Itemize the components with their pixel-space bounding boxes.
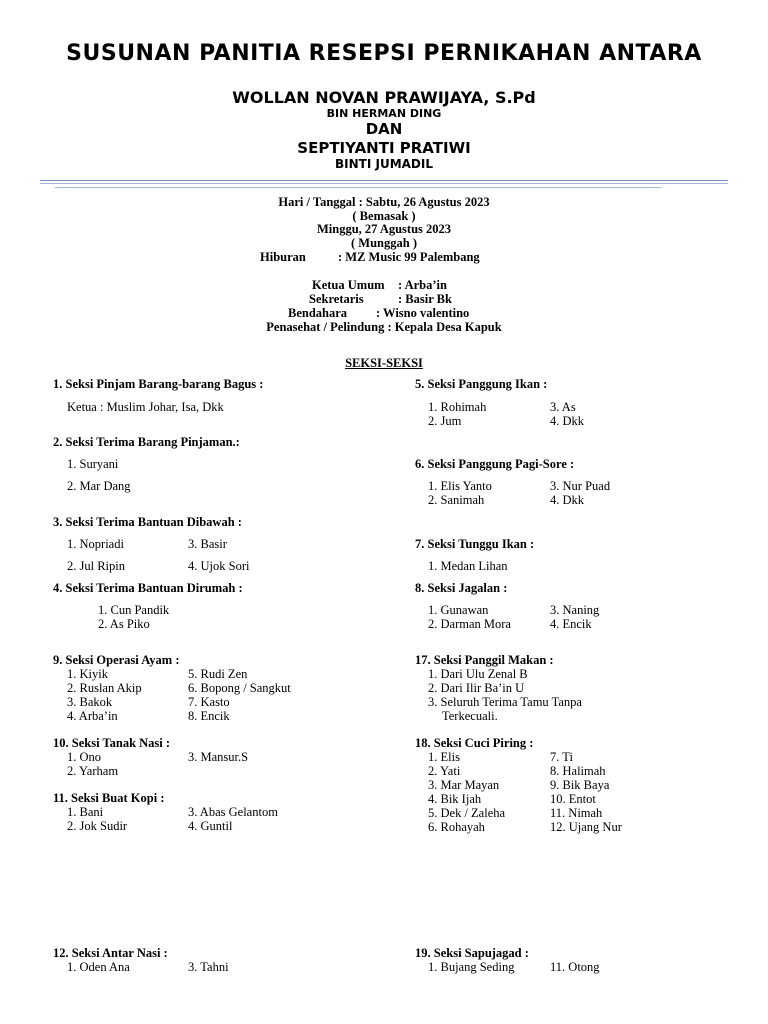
list-item: 3. Mansur.S bbox=[188, 750, 249, 764]
list-item: 1. Elis bbox=[428, 750, 460, 764]
hiburan-label: Hiburan bbox=[260, 250, 306, 264]
list-item: 2. Mar Dang bbox=[67, 479, 131, 493]
list-item: 1. Oden Ana bbox=[67, 960, 130, 974]
section-17-title: 17. Seksi Panggil Makan : bbox=[415, 653, 554, 667]
bride-father: BINTI JUMADIL bbox=[335, 157, 433, 171]
section-2-title: 2. Seksi Terima Barang Pinjaman.: bbox=[53, 435, 240, 449]
list-item: 2. As Piko bbox=[98, 617, 150, 631]
list-item: 9. Bik Baya bbox=[550, 778, 610, 792]
list-item: 3. Abas Gelantom bbox=[188, 805, 278, 819]
list-item: 2. Jok Sudir bbox=[67, 819, 128, 833]
list-item: 10. Entot bbox=[550, 792, 596, 806]
list-item: 3. Bakok bbox=[67, 695, 113, 709]
bride-name: SEPTIYANTI PRATIWI bbox=[297, 139, 471, 157]
list-item: 2. Yati bbox=[428, 764, 461, 778]
conjunction: DAN bbox=[365, 120, 403, 138]
list-item: 3. Nur Puad bbox=[550, 479, 611, 493]
list-item: 4. Bik Ijah bbox=[428, 792, 482, 806]
list-item: 1. Ono bbox=[67, 750, 102, 764]
bendahara-value: : Wisno valentino bbox=[376, 306, 470, 320]
list-item: 1. Nopriadi bbox=[67, 537, 124, 551]
list-item: 5. Dek / Zaleha bbox=[428, 806, 506, 820]
list-item: 1. Gunawan bbox=[428, 603, 489, 617]
section-1-line: Ketua : Muslim Johar, Isa, Dkk bbox=[67, 400, 224, 414]
list-item: 8. Encik bbox=[188, 709, 230, 723]
penasehat: Penasehat / Pelindung : Kepala Desa Kapuk bbox=[266, 320, 502, 334]
list-item: 1. Medan Lihan bbox=[428, 559, 508, 573]
list-item: 1. Dari Ulu Zenal B bbox=[428, 667, 528, 681]
list-item: 1. Elis Yanto bbox=[428, 479, 492, 493]
list-item: 1. Rohimah bbox=[428, 400, 487, 414]
list-item: 4. Guntil bbox=[188, 819, 233, 833]
list-item: 6. Rohayah bbox=[428, 820, 485, 834]
list-item: 3. Mar Mayan bbox=[428, 778, 500, 792]
divider-rule-top bbox=[40, 180, 728, 181]
list-item: 4. Encik bbox=[550, 617, 592, 631]
section-4-title: 4. Seksi Terima Bantuan Dirumah : bbox=[53, 581, 243, 595]
list-item: 2. Darman Mora bbox=[428, 617, 511, 631]
event-note-1: ( Bemasak ) bbox=[352, 209, 416, 223]
section-18-title: 18. Seksi Cuci Piring : bbox=[415, 736, 534, 750]
section-9-title: 9. Seksi Operasi Ayam : bbox=[53, 653, 180, 667]
list-item: 1. Suryani bbox=[67, 457, 119, 471]
list-item: 7. Ti bbox=[550, 750, 573, 764]
list-item: 3. Tahni bbox=[188, 960, 229, 974]
sekretaris-value: : Basir Bk bbox=[398, 292, 452, 306]
list-item: 3. Basir bbox=[188, 537, 227, 551]
list-item: 1. Bujang Seding bbox=[428, 960, 515, 974]
list-item: 2. Ruslan Akip bbox=[67, 681, 142, 695]
section-12-title: 12. Seksi Antar Nasi : bbox=[53, 946, 168, 960]
list-item: 4. Dkk bbox=[550, 493, 585, 507]
event-note-2: ( Munggah ) bbox=[351, 236, 417, 250]
groom-name: WOLLAN NOVAN PRAWIJAYA, S.Pd bbox=[232, 88, 536, 107]
ketua-label: Ketua Umum bbox=[312, 278, 385, 292]
list-item: 4. Dkk bbox=[550, 414, 585, 428]
list-item: 2. Jum bbox=[428, 414, 462, 428]
list-item: 7. Kasto bbox=[188, 695, 230, 709]
section-8-title: 8. Seksi Jagalan : bbox=[415, 581, 508, 595]
list-item: 3. Seluruh Terima Tamu Tanpa bbox=[428, 695, 582, 709]
list-item: 2. Dari Ilir Ba’in U bbox=[428, 681, 525, 695]
groom-father: BIN HERMAN DING bbox=[326, 107, 442, 120]
section-19-title: 19. Seksi Sapujagad : bbox=[415, 946, 529, 960]
sections-heading: SEKSI-SEKSI bbox=[345, 356, 423, 370]
list-item: 5. Rudi Zen bbox=[188, 667, 248, 681]
section-7-title: 7. Seksi Tunggu Ikan : bbox=[415, 537, 535, 551]
event-date-2: Minggu, 27 Agustus 2023 bbox=[316, 222, 452, 236]
section-10-title: 10. Seksi Tanak Nasi : bbox=[53, 736, 171, 750]
section-1-title: 1. Seksi Pinjam Barang-barang Bagus : bbox=[53, 377, 264, 391]
list-item: 1. Kiyik bbox=[67, 667, 108, 681]
section-11-title: 11. Seksi Buat Kopi : bbox=[53, 791, 165, 805]
list-item: 3. Naning bbox=[550, 603, 600, 617]
list-item: 2. Sanimah bbox=[428, 493, 485, 507]
section-5-title: 5. Seksi Panggung Ikan : bbox=[415, 377, 548, 391]
list-item: 1. Cun Pandik bbox=[98, 603, 170, 617]
list-item: 2. Yarham bbox=[67, 764, 119, 778]
list-item: 4. Arba’in bbox=[67, 709, 118, 723]
event-date-1: Hari / Tanggal : Sabtu, 26 Agustus 2023 bbox=[278, 195, 490, 209]
ketua-value: : Arba’in bbox=[398, 278, 447, 292]
bendahara-label: Bendahara bbox=[288, 306, 348, 320]
sekretaris-label: Sekretaris bbox=[309, 292, 364, 306]
list-item: 6. Bopong / Sangkut bbox=[188, 681, 291, 695]
list-item: 11. Otong bbox=[550, 960, 600, 974]
section-3-title: 3. Seksi Terima Bantuan Dibawah : bbox=[53, 515, 242, 529]
hiburan-value: : MZ Music 99 Palembang bbox=[338, 250, 480, 264]
list-item: 3. As bbox=[550, 400, 576, 414]
list-item-continued: Terkecuali. bbox=[442, 709, 498, 723]
section-6-title: 6. Seksi Panggung Pagi-Sore : bbox=[415, 457, 575, 471]
divider-rule-mid bbox=[40, 183, 728, 184]
document-title: SUSUNAN PANITIA RESEPSI PERNIKAHAN ANTARA bbox=[66, 41, 702, 66]
list-item: 11. Nimah bbox=[550, 806, 603, 820]
list-item: 1. Bani bbox=[67, 805, 104, 819]
list-item: 12. Ujang Nur bbox=[550, 820, 622, 834]
list-item: 4. Ujok Sori bbox=[188, 559, 250, 573]
list-item: 8. Halimah bbox=[550, 764, 606, 778]
divider-rule-bottom bbox=[55, 187, 661, 188]
list-item: 2. Jul Ripin bbox=[67, 559, 125, 573]
